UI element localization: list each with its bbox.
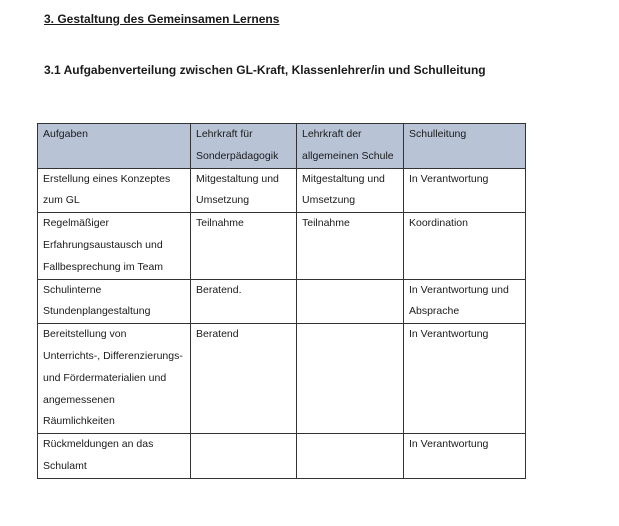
table-row: [38, 324, 526, 434]
header-cell-special-education-teacher: Lehrkraft für Sonderpädagogik: [191, 124, 297, 169]
table-header-row: [38, 124, 526, 169]
table-cell-task: Erstellung eines Konzeptes zum GL: [38, 168, 191, 213]
table-row: [38, 168, 526, 213]
task-distribution-table: [37, 123, 526, 479]
table-cell-general-school-teacher: [297, 324, 404, 434]
table-cell-special-education-teacher: Teilnahme: [191, 213, 297, 279]
table-cell-school-management: In Verantwortung: [404, 324, 526, 434]
table-cell-school-management: Koordination: [404, 213, 526, 279]
table-cell-school-management: In Verantwortung: [404, 168, 526, 213]
table-row: [38, 213, 526, 279]
table-row: [38, 279, 526, 324]
table-cell-task: Regelmäßiger Erfahrungsaustausch und Fallbesprechung im Team: [38, 213, 191, 279]
table-cell-school-management: In Verantwortung: [404, 434, 526, 479]
table-cell-special-education-teacher: Beratend.: [191, 279, 297, 324]
table-row: [38, 434, 526, 479]
subsection-heading: 3.1 Aufgabenverteilung zwischen GL-Kraft, Klassenlehrer/in und Schulleitung: [44, 63, 486, 77]
table-cell-task: Schulinterne Stundenplangestaltung: [38, 279, 191, 324]
header-cell-tasks: Aufgaben: [38, 124, 191, 169]
section-heading: 3. Gestaltung des Gemeinsamen Lernens: [44, 12, 280, 26]
table-cell-special-education-teacher: Beratend: [191, 324, 297, 434]
table-cell-general-school-teacher: [297, 434, 404, 479]
table-cell-school-management: In Verantwortung und Absprache: [404, 279, 526, 324]
table-cell-task: Bereitstellung von Unterrichts-, Differenzierungs- und Fördermaterialien und angemessenen Räumlichkeiten: [38, 324, 191, 434]
table-cell-special-education-teacher: Mitgestaltung und Umsetzung: [191, 168, 297, 213]
table-cell-task: Rückmeldungen an das Schulamt: [38, 434, 191, 479]
table-cell-special-education-teacher: [191, 434, 297, 479]
header-cell-general-school-teacher: Lehrkraft der allgemeinen Schule: [297, 124, 404, 169]
table-cell-general-school-teacher: [297, 279, 404, 324]
table-cell-general-school-teacher: Mitgestaltung und Umsetzung: [297, 168, 404, 213]
table-cell-general-school-teacher: Teilnahme: [297, 213, 404, 279]
header-cell-school-management: Schulleitung: [404, 124, 526, 169]
